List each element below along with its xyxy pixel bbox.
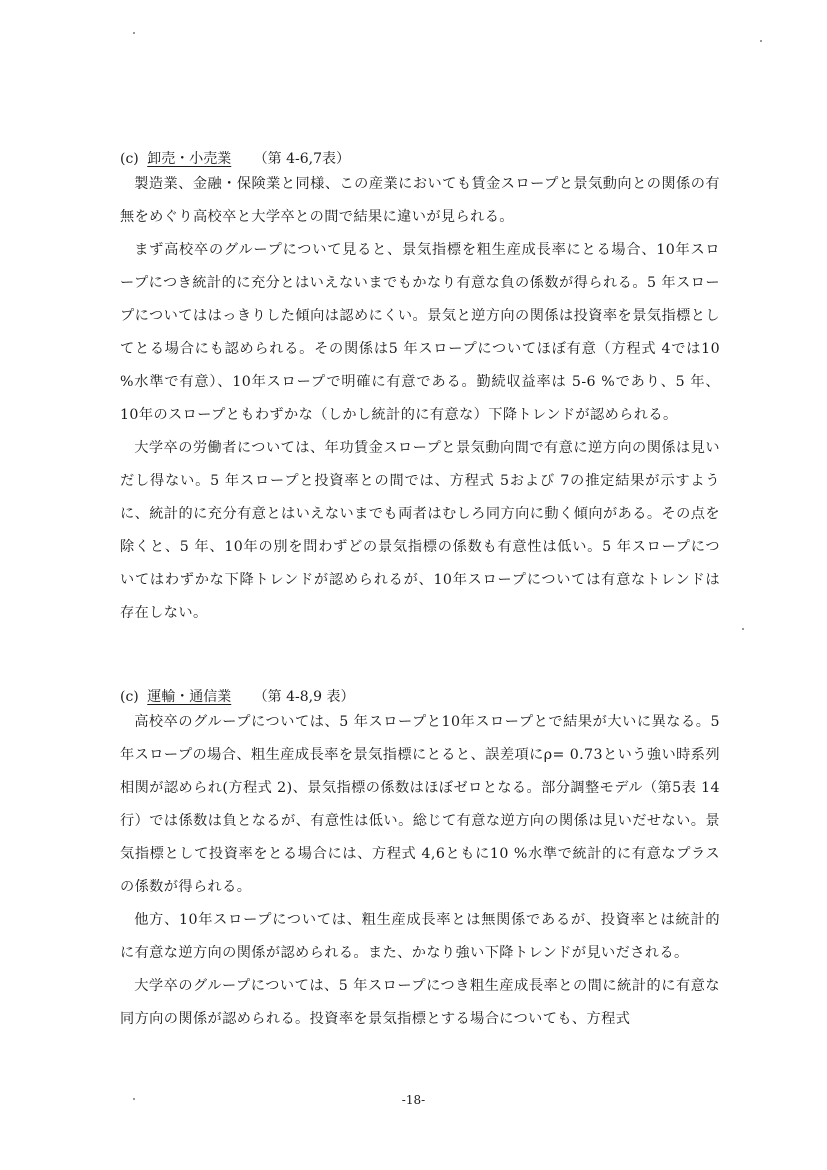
paragraph: まず高校卒のグループについて見ると、景気指標を粗生産成長率にとる場合、10年スロープにつき統計的に充分とはいえないまでもかなり有意な負の係数が得られる。5 年スロープについてははっきりした傾向は認めにくい。景気と逆方向の関係は投資率を景気指標としてとる場合にも認められる。その関係は5 年スロープについてほぼ有意（方程式 4では10 %水準で有意）、10年スロープで明確に有意である。勤続収益率は 5-6 %であり、5 年、10年のスロープともわずかな（しかし統計的に有意な）下降トレンドが認められる。 [120, 242, 720, 423]
table-reference: （第 4-8,9 表） [253, 689, 355, 705]
section-title: 運輸・通信業 [147, 689, 232, 705]
scan-speck [133, 32, 135, 34]
paragraph: 高校卒のグループについては、5 年スロープと10年スロープとで結果が大いに異なる。5 年スロープの場合、粗生産成長率を景気指標にとると、誤差項にρ= 0.73という強い時系列相関が認められ(方程式 2)、景気指標の係数はほぼゼロとなる。部分調整モデル（第5表 14 行）では係数は負となるが、有意性は低い。総じて有意な逆方向の関係は見いだせない。景気指標として投資率をとる場合には、方程式 4,6ともに10 %水準で統計的に有意なプラスの係数が得られる。 [120, 714, 720, 895]
section-label: (c) [120, 151, 139, 167]
paragraph: 製造業、金融・保険業と同様、この産業においても賃金スロープと景気動向との関係の有無をめぐり高校卒と大学卒との間で結果に違いが見られる。 [120, 176, 720, 225]
table-reference: （第 4-6,7表） [253, 151, 351, 167]
section-heading [120, 688, 720, 706]
section-transport-communication [120, 688, 720, 1036]
page-number: -18- [401, 1093, 426, 1107]
section-heading [120, 150, 720, 168]
scan-speck [760, 40, 762, 42]
scan-speck [742, 628, 744, 630]
paragraph: 他方、10年スロープについては、粗生産成長率とは無関係であるが、投資率とは統計的に有意な逆方向の関係が認められる。また、かなり強い下降トレンドが見いだされる。 [120, 912, 720, 961]
section-wholesale-retail [120, 150, 720, 630]
paragraph: 大学卒のグループについては、5 年スロープにつき粗生産成長率との間に統計的に有意な同方向の関係が認められる。投資率を景気指標とする場合についても、方程式 [120, 978, 720, 1027]
paragraph: 大学卒の労働者については、年功賃金スロープと景気動向間で有意に逆方向の関係は見いだし得ない。5 年スロープと投資率との間では、方程式 5および 7の推定結果が示すように、統計的に充分有意とはいえないまでも両者はむしろ同方向に動く傾向がある。その点を除くと、5 年、10年の別を問わずどの景気指標の係数も有意性は低い。5 年スロープについてはわずかな下降トレンドが認められるが、10年スロープについては有意なトレンドは存在しない。 [120, 440, 720, 621]
section-title: 卸売・小売業 [147, 151, 232, 167]
section-label: (c) [120, 689, 139, 705]
scan-speck [133, 1098, 135, 1100]
